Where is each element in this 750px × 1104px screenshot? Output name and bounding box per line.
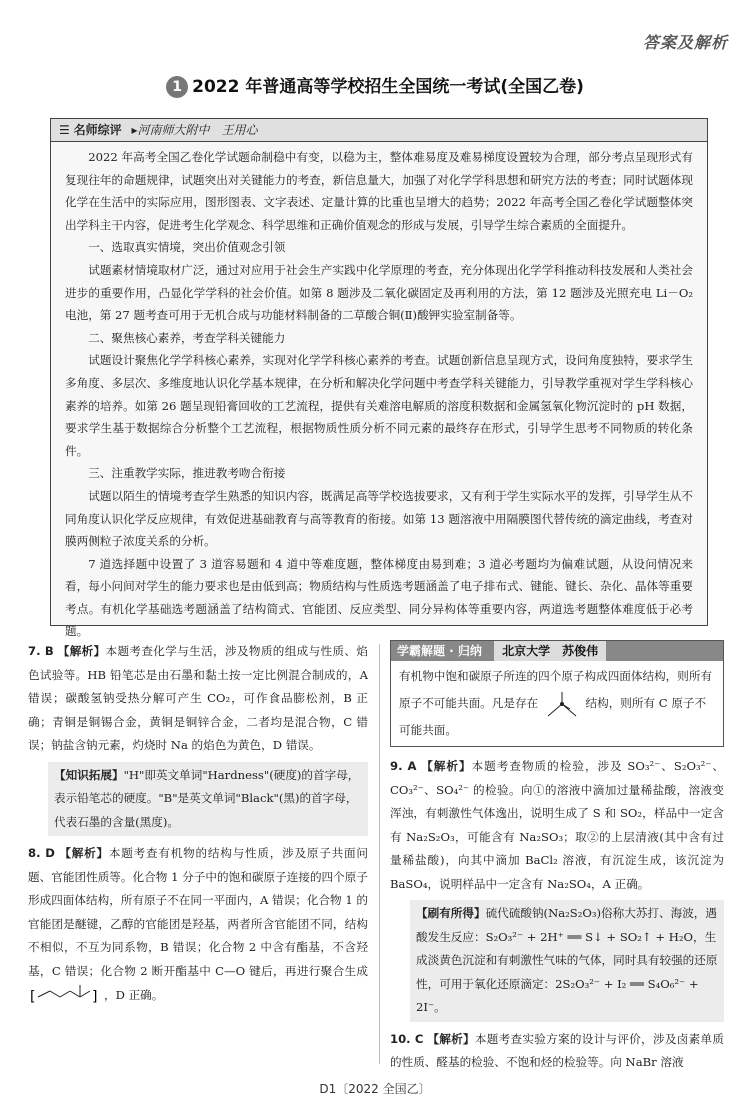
review-section-heading: 二、聚焦核心素养，考查学科关键能力 bbox=[88, 330, 286, 345]
polymer-structure-image bbox=[28, 983, 104, 1009]
svg-text:[: [ bbox=[30, 989, 36, 1005]
answer-text: 本题考查实验方案的设计与评价，涉及卤素单质的性质、醛基的检验、不饱和烃的检验等。向 NaBr 溶液 bbox=[390, 1031, 724, 1069]
answer-text: 本题考查化学与生活，涉及物质的组成与性质、焰色试验等。HB 铅笔芯是由石墨和黏土按一定比例混合制成的，A 错误；碳酸氢钠受热分解可产生 CO₂，可作食品膨松剂，B 正确；青铜是铜锡合金，黄铜是铜锌合金，二者均是混合物，C 错误；钠盐含钠元素，灼烧时 Na 的焰色为黄色，D 错误。 bbox=[28, 644, 368, 752]
analysis-label: 【解析】 bbox=[421, 759, 472, 773]
note-label: 【知识拓展】 bbox=[54, 767, 124, 782]
answer-text: 本题考查物质的检验，涉及 SO₃²⁻、S₂O₃²⁻、CO₃²⁻、SO₄²⁻ 的检验。向①的溶液中滴加过量稀盐酸，溶液变浑浊，有刺激性气体逸出，说明生成了 S 和 SO₂，样品中一定含有 Na₂S₂O₃，可能含有 Na₂SO₃；取②的上层清液(其中含有过量稀盐酸)，向其中滴加 BaCl₂ 溶液，有沉淀生成，该沉淀为 BaSO₄，说明样品中一定含有 Na₂SO₄，A 正确。 bbox=[390, 759, 724, 891]
page-title bbox=[0, 72, 750, 98]
knowledge-note bbox=[48, 762, 368, 837]
expert-tip-tag: 学霸解题 · 归纳 bbox=[397, 644, 482, 658]
review-paragraph: 试题素材情境取材广泛，通过对应用于社会生产实践中化学原理的考查，充分体现出化学学科推动科技发展和人类社会进步的重要作用，凸显化学学科的社会价值。如第 8 题涉及二氧化碳固定及再利用的方法，第 12 题涉及光照充电 Li－O₂ 电池，第 27 题考查可用于无机合成与功能材料制备的二草酸合铜(Ⅱ)酸钾实验室制备等。 bbox=[65, 262, 693, 323]
analysis-label: 【解析】 bbox=[427, 1031, 475, 1046]
analysis-label: 【解析】 bbox=[59, 846, 109, 860]
answer-q8 bbox=[28, 842, 368, 1009]
review-paragraph: 7 道选择题中设置了 3 道容易题和 4 道中等难度题，整体梯度由易到难；3 道必考题均为偏难试题，从设问情况来看，每小问间对学生的能力要求也是由低到高；物质结构与性质选考题涵盖了电子排布式、键能、键长、杂化、晶体等重要考点。有机化学基础选考题涵盖了结构简式、官能团、反应类型、同分异构体等重要内容，两道选考题整体难度低于必考题。 bbox=[65, 556, 693, 639]
expert-tip-body bbox=[391, 661, 723, 746]
question-number: 8. D bbox=[28, 846, 55, 860]
column-divider bbox=[379, 644, 380, 1064]
review-author: ▸河南师大附中 王用心 bbox=[131, 123, 258, 137]
review-paragraph: 2022 年高考全国乙卷化学试题命制稳中有变，以稳为主，整体难易度及难易梯度设置较为合理，部分考点呈现形式有复现往年的命题规律，试题突出对关键能力的考查，新信息量大，加强了对化学学科思想和研究方法的考查；同时试题体现化学在生活中的实际应用，图形图表、文字表述、定量计算的比重也呈增大的趋势；2022 年高考全国乙卷化学试题整体突出学科主干内容，促进考生化学观念、科学思维和正确价值观念的形成与发展，引导学生综合素质的全面提升。 bbox=[65, 150, 693, 232]
question-number: 9. A bbox=[390, 759, 417, 773]
answer-text-end: ，D 正确。 bbox=[104, 988, 164, 1002]
answer-text: 本题考查有机物的结构与性质，涉及原子共面问题、官能团性质等。化合物 1 分子中的饱和碳原子连接的四个原子形成四面体结构，所有原子不在同一平面内，A 错误；化合物 1 的官能团是醚键，乙醇的官能团是羟基，两者所含官能团不同，结构不相似，不互为同系物，B 错误；化合物 2 中含有酯基，不含羟基，C 错误；化合物 2 断开酯基中 C—O 键后，再进行聚合生成 bbox=[28, 846, 368, 978]
answer-q9 bbox=[390, 755, 724, 896]
expert-tip-text: 有机物中饱和碳原子所连的四个原子构成四面体结构，则所有原子不可能共面。凡是存在 bbox=[399, 669, 713, 710]
title-number: 1 bbox=[166, 76, 188, 98]
question-number: 7. B bbox=[28, 644, 54, 658]
review-section-heading: 三、注重教学实际，推进教考吻合衔接 bbox=[88, 466, 286, 481]
left-column bbox=[28, 640, 368, 1009]
answer-q7 bbox=[28, 640, 368, 758]
review-body bbox=[51, 142, 707, 643]
review-paragraph: 试题以陌生的情境考查学生熟悉的知识内容，既满足高等学校选拔要求，又有利于学生实际水平的发挥，引导学生从不同角度认识化学反应规律，有效促进基础教育与高等教育的衔接。如第 13 题溶液中用隔膜图代替传统的滴定曲线，考查对膜两侧粒子浓度关系的分析。 bbox=[65, 488, 693, 549]
question-number: 10. C bbox=[390, 1031, 424, 1046]
svg-text:]: ] bbox=[92, 989, 98, 1005]
note-text: "H"即英文单词"Hardness"(硬度)的首字母，表示铅笔芯的硬度。"B"是英文单词"Black"(黑)的首字母，代表石墨的含量(黑度)。 bbox=[54, 767, 360, 829]
review-tag: 名师综评 bbox=[73, 123, 122, 137]
section-header: 答案及解析 bbox=[642, 33, 728, 52]
tetrahedral-carbon-image bbox=[542, 689, 582, 719]
review-section-heading: 一、选取真实情境，突出价值观念引领 bbox=[88, 240, 286, 255]
expert-review-box bbox=[50, 118, 708, 639]
note-text: 硫代硫酸钠(Na₂S₂O₃)俗称大苏打、海波，遇酸发生反应：S₂O₃²⁻ + 2H⁺ ══ S↓ + SO₂↑ + H₂O，生成淡黄色沉淀和有刺激性气味的气体，同时具有较强的还原性，可用于氧化还原滴定：2S₂O₃²⁻ + I₂ ══ S₄O₆²⁻ + 2I⁻。 bbox=[416, 906, 718, 1014]
page-footer: D1〔2022 全国乙〕 bbox=[319, 1082, 431, 1096]
title-text: 2022 年普通高等学校招生全国统一考试(全国乙卷) bbox=[192, 77, 584, 97]
note-label: 【刷有所得】 bbox=[416, 906, 486, 920]
expert-tip-text-end: 结构，则所有 C 原子不可能共面。 bbox=[399, 695, 707, 737]
review-paragraph: 试题设计聚焦化学学科核心素养，实现对化学学科核心素养的考查。试题创新信息呈现方式，设问角度独特，要求学生多角度、多层次、多维度地认识化学基本规律，在分析和解决化学问题中考查学科关键能力，引导教学重视对学生学科核心素养的培养。如第 26 题呈现铅膏回收的工艺流程，提供有关难溶电解质的溶度积数据和金属氢氧化物沉淀时的 pH 数据，要求学生基于数据综合分析整个工艺流程，根据物质性质分析不同元素的最终存在形式，引导学生思考不同物质的转化条件。 bbox=[65, 353, 693, 458]
expert-tip-author: 北京大学 苏俊伟 bbox=[494, 641, 606, 661]
answer-q10 bbox=[390, 1028, 724, 1075]
review-header bbox=[51, 119, 707, 142]
expert-tip-header bbox=[391, 641, 723, 661]
expert-tip-box bbox=[390, 640, 724, 747]
analysis-label: 【解析】 bbox=[57, 644, 106, 658]
list-icon: ☰ bbox=[59, 123, 70, 137]
insight-note bbox=[410, 900, 724, 1022]
right-column bbox=[390, 640, 724, 1075]
